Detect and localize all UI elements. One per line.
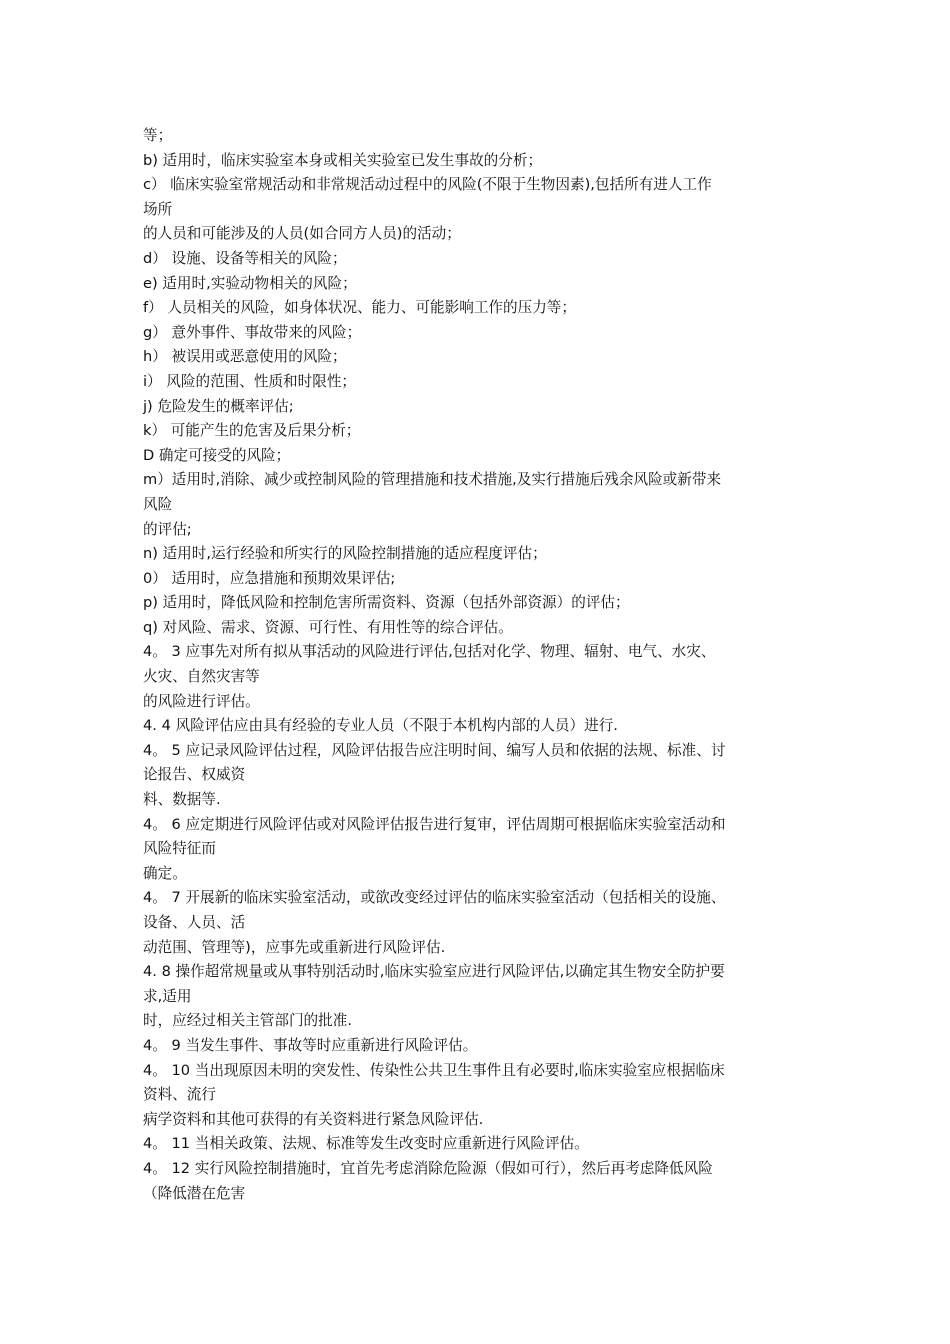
text-line: 4。 12 实行风险控制措施时，宜首先考虑消除危险源（假如可行），然后再考虑降低风险 <box>143 1159 713 1177</box>
text-line: 4. 4 风险评估应由具有经验的专业人员（不限于本机构内部的人员）进行. <box>143 717 618 735</box>
text-line: （降低潜在危害 <box>143 1184 246 1202</box>
text-line: 论报告、权威资 <box>143 766 246 784</box>
text-line: e) 适用时,实验动物相关的风险； <box>143 274 357 292</box>
text-line: j) 危险发生的概率评估; <box>143 397 294 415</box>
text-line: n) 适用时,运行经验和所实行的风险控制措施的适应程度评估； <box>143 545 547 563</box>
text-line: 4。 10 当出现原因未明的突发性、传染性公共卫生事件且有必要时,临床实验室应根据临床 <box>143 1061 725 1079</box>
text-line: 风险特征而 <box>143 840 216 858</box>
text-line: 风险 <box>143 495 173 513</box>
text-line: 确定。 <box>143 864 187 882</box>
text-line: 料、数据等. <box>143 791 221 809</box>
text-line: 设备、人员、活 <box>143 914 246 931</box>
text-line: h） 被误用或恶意使用的风险； <box>143 348 347 366</box>
text-line: b) 适用时，临床实验室本身或相关实验室已发生事故的分析； <box>143 151 543 169</box>
text-line: p) 适用时，降低风险和控制危害所需资料、资源（包括外部资源）的评估； <box>143 594 630 612</box>
text-line: 的风险进行评估。 <box>143 692 260 710</box>
document-body <box>143 124 813 1206</box>
text-line: 场所 <box>143 200 173 218</box>
text-line: 4。 3 应事先对所有拟从事活动的风险进行评估,包括对化学、物理、辐射、电气、水灾、 <box>143 643 716 661</box>
text-line: f） 人员相关的风险，如身体状况、能力、可能影响工作的压力等； <box>143 299 576 317</box>
text-line: 火灾、自然灾害等 <box>143 668 260 686</box>
text-line: 的人员和可能涉及的人员(如合同方人员)的活动； <box>143 225 461 243</box>
text-line: 时，应经过相关主管部门的批准. <box>143 1012 352 1030</box>
text-line: 求,适用 <box>143 987 192 1005</box>
text-line: 动范围、管理等)，应事先或重新进行风险评估. <box>143 938 446 956</box>
text-line: q) 对风险、需求、资源、可行性、有用性等的综合评估。 <box>143 618 513 636</box>
text-line: g） 意外事件、事故带来的风险； <box>143 323 362 341</box>
text-line: 4。 6 应定期进行风险评估或对风险评估报告进行复审，评估周期可根据临床实验室活动和 <box>143 815 726 833</box>
text-line: i） 风险的范围、性质和时限性； <box>143 372 357 390</box>
text-line: 4. 8 操作超常规量或从事特别活动时,临床实验室应进行风险评估,以确定其生物安全防护要 <box>143 963 725 981</box>
text-line: d） 设施、设备等相关的风险； <box>143 249 347 267</box>
text-line: 4。 9 当发生事件、事故等时应重新进行风险评估。 <box>143 1036 478 1054</box>
text-line: 0） 适用时，应急措施和预期效果评估; <box>143 569 396 587</box>
text-line: 等； <box>143 127 173 144</box>
text-line: 4。 7 开展新的临床实验室活动，或欲改变经过评估的临床实验室活动（包括相关的设施、 <box>143 889 726 907</box>
text-line: 的评估; <box>143 520 192 538</box>
text-line: 4。 11 当相关政策、法规、标准等发生改变时应重新进行风险评估。 <box>143 1135 589 1153</box>
text-line: c） 临床实验室常规活动和非常规活动过程中的风险(不限于生物因素),包括所有进人工作 <box>143 176 712 194</box>
text-line: m）适用时,消除、减少或控制风险的管理措施和技术措施,及实行措施后残余风险或新带来 <box>143 471 722 489</box>
text-line: k） 可能产生的危害及后果分析； <box>143 422 361 440</box>
text-line: 资料、流行 <box>143 1086 216 1104</box>
text-line: 病学资料和其他可获得的有关资料进行紧急风险评估. <box>143 1110 484 1128</box>
text-line: 4。 5 应记录风险评估过程，风险评估报告应注明时间、编写人员和依据的法规、标准、讨 <box>143 741 726 759</box>
text-line: D 确定可接受的风险； <box>143 446 291 464</box>
